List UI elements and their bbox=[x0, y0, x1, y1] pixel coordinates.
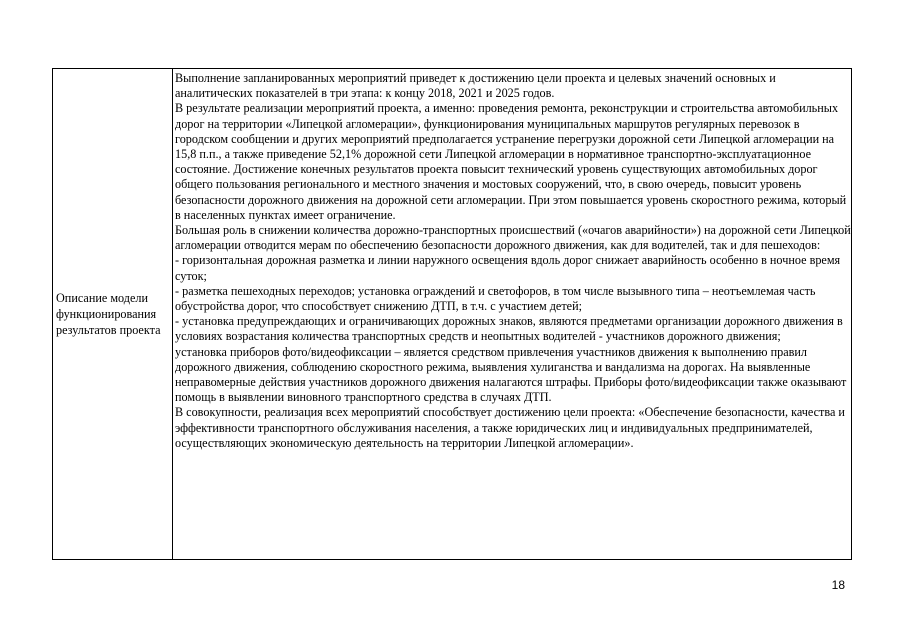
paragraph-1: Выполнение запланированных мероприятий приведет к достижению цели проекта и целевых значений основных и аналитических показателей в три этапа: к концу 2018, 2021 и 2025 годов. bbox=[175, 71, 776, 101]
paragraph-3: Большая роль в снижении количества дорожно-транспортных происшествий («очагов аварийности») на дорожной сети Липецкой агломерации отводится мерам по обеспечению безопасности дорожного движения, как для водителей, так и для пешеходов: bbox=[175, 223, 851, 253]
page-number: 18 bbox=[831, 578, 845, 592]
paragraph-2: В результате реализации мероприятий проекта, а именно: проведения ремонта, реконструкции и строительства автомобильных дорог на территории «Липецкой агломерации», функционирования муниципальных маршрутов регулярных перевозок в городском сообщении и других мероприятий предполагается устранение перегрузки дорожной сети Липецкой агломерации на 15,8 п.п., а также приведение 52,1% дорожной сети Липецкой агломерации в нормативное транспортно-эксплуатационное состояние. Достижение конечных результатов проекта повысит технический уровень существующих автомобильных дорог общего пользования регионального и местного значения и мостовых сооружений, что, в свою очередь, повысит уровень безопасности дорожного движения на дорожной сети агломерации. При этом повышается уровень скоростного режима, который в населенных пунктах имеет ограничение. bbox=[175, 101, 847, 222]
row-label: Описание модели функционирования результатов проекта bbox=[56, 291, 161, 337]
paragraph-8: В совокупности, реализация всех мероприятий способствует достижению цели проекта: «Обеспечение безопасности, качества и эффективности транспортного обслуживания населения, а также юридических лиц и индивидуальных предпринимателей, осуществляющих экономическую деятельность на территории Липецкой агломерации». bbox=[175, 405, 845, 450]
table-row bbox=[53, 69, 852, 560]
paragraph-7: установка приборов фото/видеофиксации – является средством привлечения участников движения к выполнению правил дорожного движения, соблюдению скоростного режима, выявления хулиганства и вандализма на дорогах. На выявленные неправомерные действия участников дорожного движения налагаются штрафы. Приборы фото/видеофиксации также оказывают помощь в выявлении виновного транспортного средства в случаях ДТП. bbox=[175, 344, 847, 405]
paragraph-5: - разметка пешеходных переходов; установка ограждений и светофоров, в том числе вызывного типа – неотъемлемая часть обустройства дорог, что способствует снижению ДТП, в т.ч. с участием детей; bbox=[175, 283, 816, 314]
paragraph-4: - горизонтальная дорожная разметка и линии наружного освещения вдоль дорог снижает аварийность особенно в ночное время суток; bbox=[175, 253, 841, 283]
project-description-table bbox=[52, 68, 852, 560]
row-content-cell bbox=[173, 69, 852, 560]
paragraph-6: - установка предупреждающих и ограничивающих дорожных знаков, являются предметами организации дорожного движения в условиях возрастания количества транспортных средств и неопытных водителей - участников дорожного движения; bbox=[175, 314, 843, 344]
row-label-cell bbox=[53, 69, 173, 560]
